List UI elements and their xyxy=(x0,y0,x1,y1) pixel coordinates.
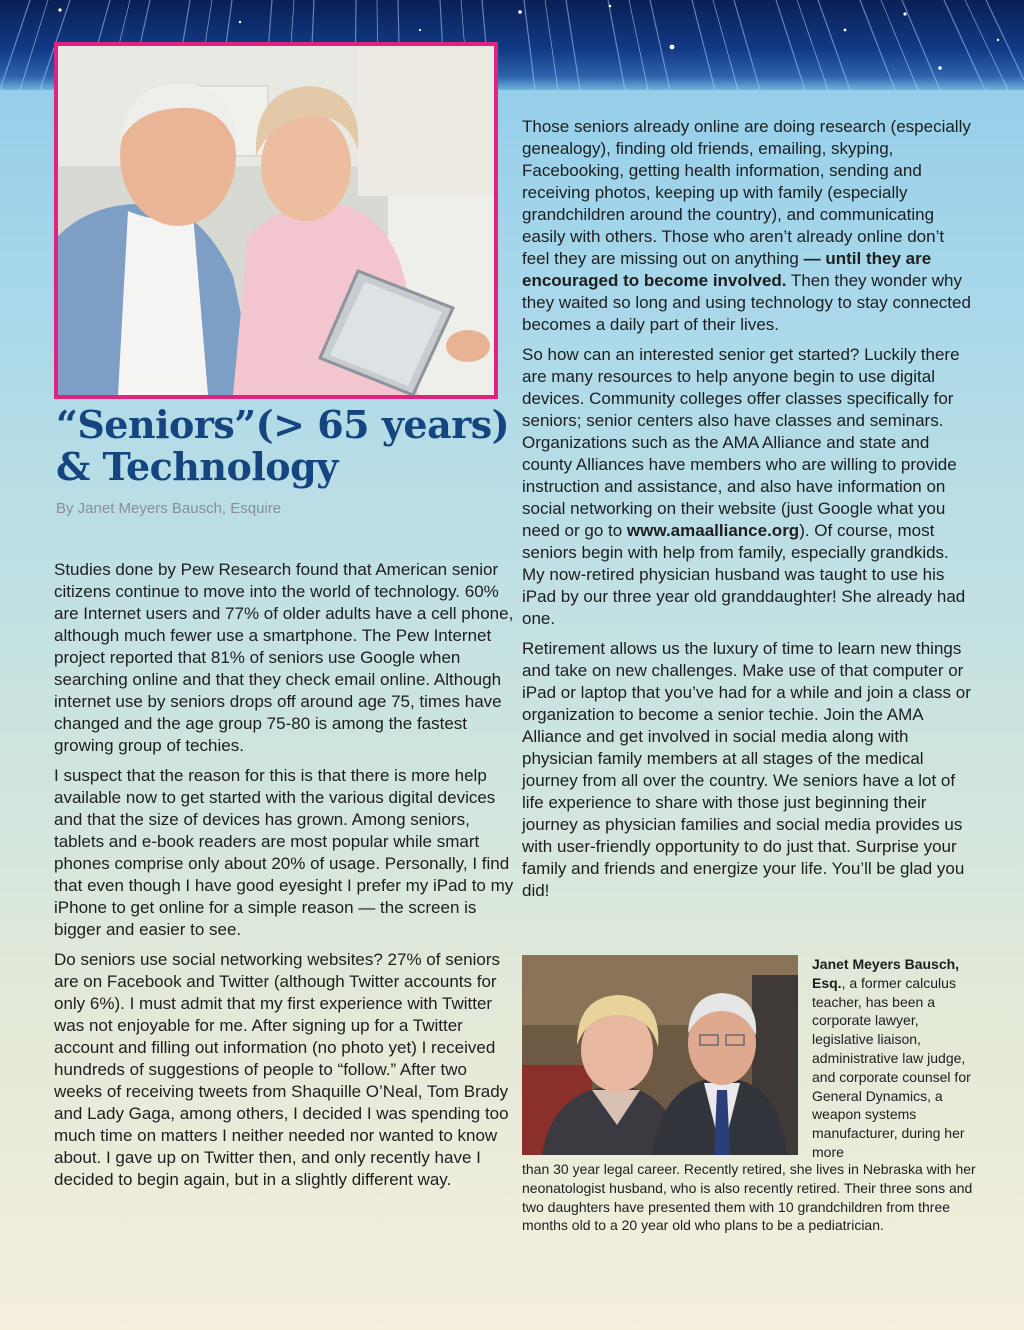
author-bio-intro: , a former calculus teacher, has been a corporate lawyer, legislative liaison, administrative law judge, and corporate counsel for General Dynamics, a weapon systems manufacturer, during her more xyxy=(812,974,971,1160)
title-line-1: “Seniors”(> 65 years) xyxy=(56,402,510,447)
right-paragraph-2 xyxy=(522,344,972,630)
right-p2-start: So how can an interested senior get started? Luckily there are many resources to help anyone begin to use digital devices. Community colleges offer classes specifically for seniors; senior centers also have classes and seminars. Organizations such as the AMA Alliance and state and county Alliances have members who are willing to provide instruction and assistance, and also have information on social networking on their website (just Google what you need or go to xyxy=(522,345,960,540)
alliance-website-link[interactable]: www.amaalliance.org xyxy=(626,521,800,540)
right-paragraph-1 xyxy=(522,116,972,336)
author-name: Janet Meyers Bausch, Esq. xyxy=(812,956,960,991)
right-p1-end: Then they wonder why they waited so long and using technology to stay connected becomes a daily part of their lives. xyxy=(522,271,971,334)
right-p2-end: ). Of course, most seniors begin with help from family, especially grandkids. My now-retired physician husband was taught to use his iPad by our three year old granddaughter! She already had one. xyxy=(522,521,966,628)
author-photo xyxy=(522,955,798,1155)
author-bio-top xyxy=(812,955,977,1162)
couple-illustration xyxy=(58,46,494,395)
title-line-2: & Technology xyxy=(56,444,338,489)
left-paragraph-1: Studies done by Pew Research found that American senior citizens continue to move into the world of technology. 60% are Internet users and 77% of older adults have a cell phone, although much fewer use a smartphone. The Pew Internet project reported that 81% of seniors use Google when searching online and that they check email online. Although internet use by seniors drops off around age 75, times have changed and the age group 75-80 is among the fastest growing group of techies. xyxy=(54,560,514,755)
article-title xyxy=(56,404,516,488)
article-byline: By Janet Meyers Bausch, Esquire xyxy=(56,500,282,517)
seniors-tablet-photo xyxy=(54,42,498,399)
right-p1-emphasis: — until they are encouraged to become involved. xyxy=(522,249,932,290)
left-paragraph-2: I suspect that the reason for this is that there is more help available now to get started with the various digital devices and that the size of devices has grown. Among seniors, tablets and e-book readers are most popular while smart phones comprise only about 20% of usage. Personally, I find that even though I have good eyesight I prefer my iPad to my iPhone to get online for a simple reason — the screen is bigger and easier to see. xyxy=(54,766,514,939)
right-p1-start: Those seniors already online are doing research (especially genealogy), finding old friends, emailing, skyping, Facebooking, getting health information, sending and receiving photos, keeping up with family (especially grandchildren around the country), and communicating easily with others. Those who aren’t already online don’t feel they are missing out on anything xyxy=(522,117,971,268)
author-couple-illustration xyxy=(522,955,798,1155)
author-bio-bottom: than 30 year legal career. Recently retired, she lives in Nebraska with her neonatologist husband, who is also recently retired. Their three sons and two daughters have presented them with 10 grandchildren from three months old to a 20 year old who plans to be a pediatrician. xyxy=(522,1161,976,1234)
left-paragraph-3: Do seniors use social networking websites? 27% of seniors are on Facebook and Twitter (although Twitter accounts for only 6%). I must admit that my first experience with Twitter was not enjoyable for me. After signing up for a Twitter account and filling out information (no photo yet) I received hundreds of suggestions of people to “follow.” After two weeks of receiving tweets from Shaquille O’Neal, Tom Brady and Lady Gaga, among others, I decided I was spending too much time on matters I neither needed nor wanted to know about. I gave up on Twitter then, and only recently have I decided to begin again, but in a slightly different way. xyxy=(54,950,509,1189)
left-column xyxy=(54,559,514,1199)
right-column xyxy=(522,116,972,910)
right-paragraph-3: Retirement allows us the luxury of time to learn new things and take on new challenges. Make use of that computer or iPad or laptop that you’ve had for a while and join a class or organization to become a senior techie. Join the AMA Alliance and get involved in social media along with physician family members at all stages of the medical journey from all over the country. We seniors have a lot of life experience to share with those just beginning their journey as physician families and social media provides us with user-friendly opportunity to do just that. Surprise your family and friends and energize your life. You’ll be glad you did! xyxy=(522,639,971,900)
